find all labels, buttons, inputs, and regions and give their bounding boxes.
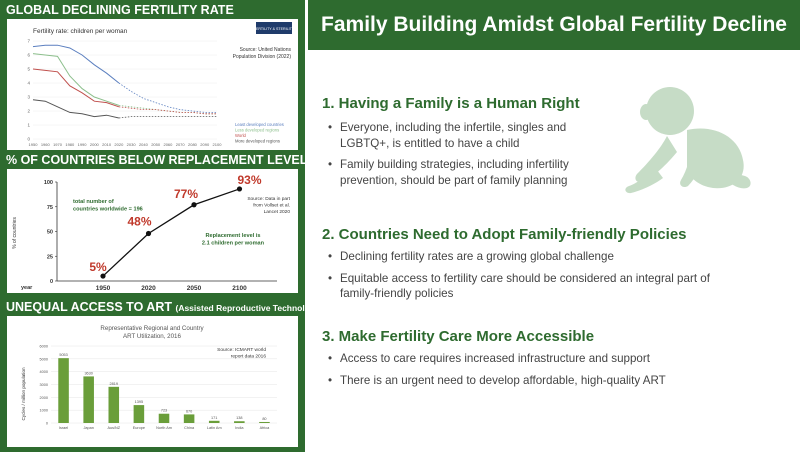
x-tick-label: 2100 [212,142,222,147]
series-projection-line [119,107,217,114]
panel3-heading-main: UNEQUAL ACCESS TO ART [6,300,172,314]
x-tick-label: North Am [156,426,172,430]
series-line [33,54,119,106]
x-tick-label: 1950 [28,142,38,147]
legend-entry: Less developed regions [235,127,280,133]
bar [209,421,220,423]
y-tick-label: 5 [27,66,30,72]
chart3-ylabel: Cycles / million population [21,367,26,421]
y-tick-label: 25 [46,254,53,261]
chart2-replacement-note: Replacement level is 2.1 children per woman [201,233,265,247]
y-tick-label: 1000 [39,408,48,413]
data-point [146,231,151,236]
list-item: • Equitable access to fertility care should be considered an integral part of family-friendly policies [322,271,722,302]
y-tick-label: 4000 [39,370,48,375]
fertility-rate-chart [7,19,298,150]
list-item: • Family building strategies, including infertility prevention, should be part of family planning [322,157,602,188]
x-tick-label: Japan [83,426,94,430]
legend-entry: World [235,133,246,138]
x-tick-label: 2010 [102,142,112,147]
x-tick-label: 1960 [40,142,50,147]
fertility-rate-panel [7,19,298,150]
legend-entry: Least developed countries [235,122,284,127]
data-label: 2819 [109,381,119,386]
x-tick-label: 2040 [138,142,148,147]
data-point [191,202,196,207]
x-tick-label: 2020 [141,285,156,292]
page-title: Family Building Amidst Global Fertility Decline [308,0,800,50]
section-human-right [322,95,597,118]
panel2-heading: % OF COUNTRIES BELOW REPLACEMENT LEVEL [6,153,308,167]
data-label: 1395 [134,400,144,405]
x-tick-label: Africa [259,426,270,430]
y-tick-label: 6 [27,52,30,58]
y-tick-label: 0 [27,136,30,142]
y-tick-label: 7 [27,38,30,44]
y-tick-label: 3 [27,94,30,100]
list-item: • There is an urgent need to develop affordable, high-quality ART [322,373,742,389]
x-tick-label: 2060 [163,142,173,147]
panel3-heading [0,298,330,316]
x-tick-label: 2080 [188,142,197,147]
bar [259,422,270,423]
section-1-heading: 1. Having a Family is a Human Right [322,95,580,112]
x-tick-label: Aus/NZ [107,426,121,430]
chart2-ylabel: % of countries [12,217,18,249]
left-figure-column [0,0,330,452]
replacement-level-panel [7,169,298,293]
x-tick-label: 1990 [77,142,87,147]
y-tick-label: 5000 [39,357,48,362]
panel1-heading: GLOBAL DECLINING FERTILITY RATE [6,3,234,17]
baby-silhouette-icon [615,78,765,203]
bar [83,376,94,423]
data-label: 48% [127,214,152,229]
chart1-title: Fertility rate: children per woman [33,28,128,35]
panel3-heading-sub: (Assisted Reproductive Technologies) [175,303,330,313]
chart3-source: Source: ICMART world report data 2016 [217,348,266,360]
bar [184,414,195,423]
list-item: • Access to care requires increased infrastructure and support [322,351,742,367]
y-tick-label: 6000 [39,344,48,349]
y-tick-label: 75 [46,204,53,211]
data-point [100,273,105,278]
x-tick-label: 2100 [232,285,247,292]
x-tick-label: Israel [58,426,69,430]
section-1-bullets [322,120,602,194]
x-tick-label: 2050 [151,142,161,147]
replacement-level-chart [7,169,298,293]
y-tick-label: 4 [27,80,30,86]
section-3-heading: 3. Make Fertility Care More Accessible [322,328,595,345]
bar [234,421,245,423]
series-projection-line [119,83,217,112]
x-tick-label: 2030 [126,142,136,147]
y-tick-label: 50 [46,229,53,236]
series-line [33,45,119,83]
data-label: 5% [89,260,107,275]
data-label: 670 [185,409,193,414]
section-family-policies [322,226,782,308]
section-2-heading: 2. Countries Need to Adopt Family-friendly Policies [322,226,687,243]
chart2-xlabel: year [21,285,33,291]
data-point [237,186,242,191]
x-tick-label: 1980 [65,142,75,147]
data-label: 138 [236,416,243,421]
legend-entry: More developed regions [235,138,280,144]
x-tick-label: 2090 [200,142,210,147]
data-label: 93% [237,172,262,187]
y-tick-label: 2000 [39,395,48,400]
bar [109,387,120,423]
section-accessible-care [322,328,782,394]
data-label: 171 [211,415,218,420]
x-tick-label: 2050 [186,285,202,292]
list-item: • Everyone, including the infertile, singles and LGBTQ+, is entitled to have a child [322,120,602,151]
x-tick-label: 2070 [175,142,185,147]
bar [159,414,170,423]
y-tick-label: 0 [45,421,48,426]
y-tick-label: 0 [49,279,53,285]
list-item: • Declining fertility rates are a growing global challenge [322,249,722,265]
art-access-panel [7,316,298,447]
data-label: 80 [262,416,267,421]
bar [134,405,145,423]
y-tick-label: 3000 [39,383,48,387]
x-tick-label: China [184,426,195,430]
series-projection-line [119,117,217,118]
x-tick-label: Europe [132,426,146,430]
data-label: 77% [173,186,199,201]
data-label: 5053 [59,353,68,358]
y-tick-label: 100 [43,180,53,186]
x-tick-label: 1970 [53,142,62,147]
chart1-source: Source: United Nations Population Division (2022) [232,47,291,60]
chart3-title: Representative Regional and Country ART Utilization, 2016 [100,325,204,340]
x-tick-label: 1950 [95,285,111,292]
y-tick-label: 1 [27,122,30,128]
x-tick-label: 2000 [89,142,99,147]
x-tick-label: 2020 [114,142,124,147]
chart2-source-note: Source: Data in part from Vollset et al. Lancet 2020 [247,197,290,215]
bar [58,358,69,423]
data-label: 723 [160,408,168,413]
x-tick-label: India [235,426,244,430]
data-label: 3630 [84,371,93,376]
art-utilization-chart [7,316,298,447]
y-tick-label: 2 [27,108,30,114]
journal-logo-text: FERTILITY & STERILITY [253,27,295,31]
x-tick-label: Latin Am [206,426,222,430]
chart2-total-note: total number of countries worldwide = 196 [73,199,143,213]
